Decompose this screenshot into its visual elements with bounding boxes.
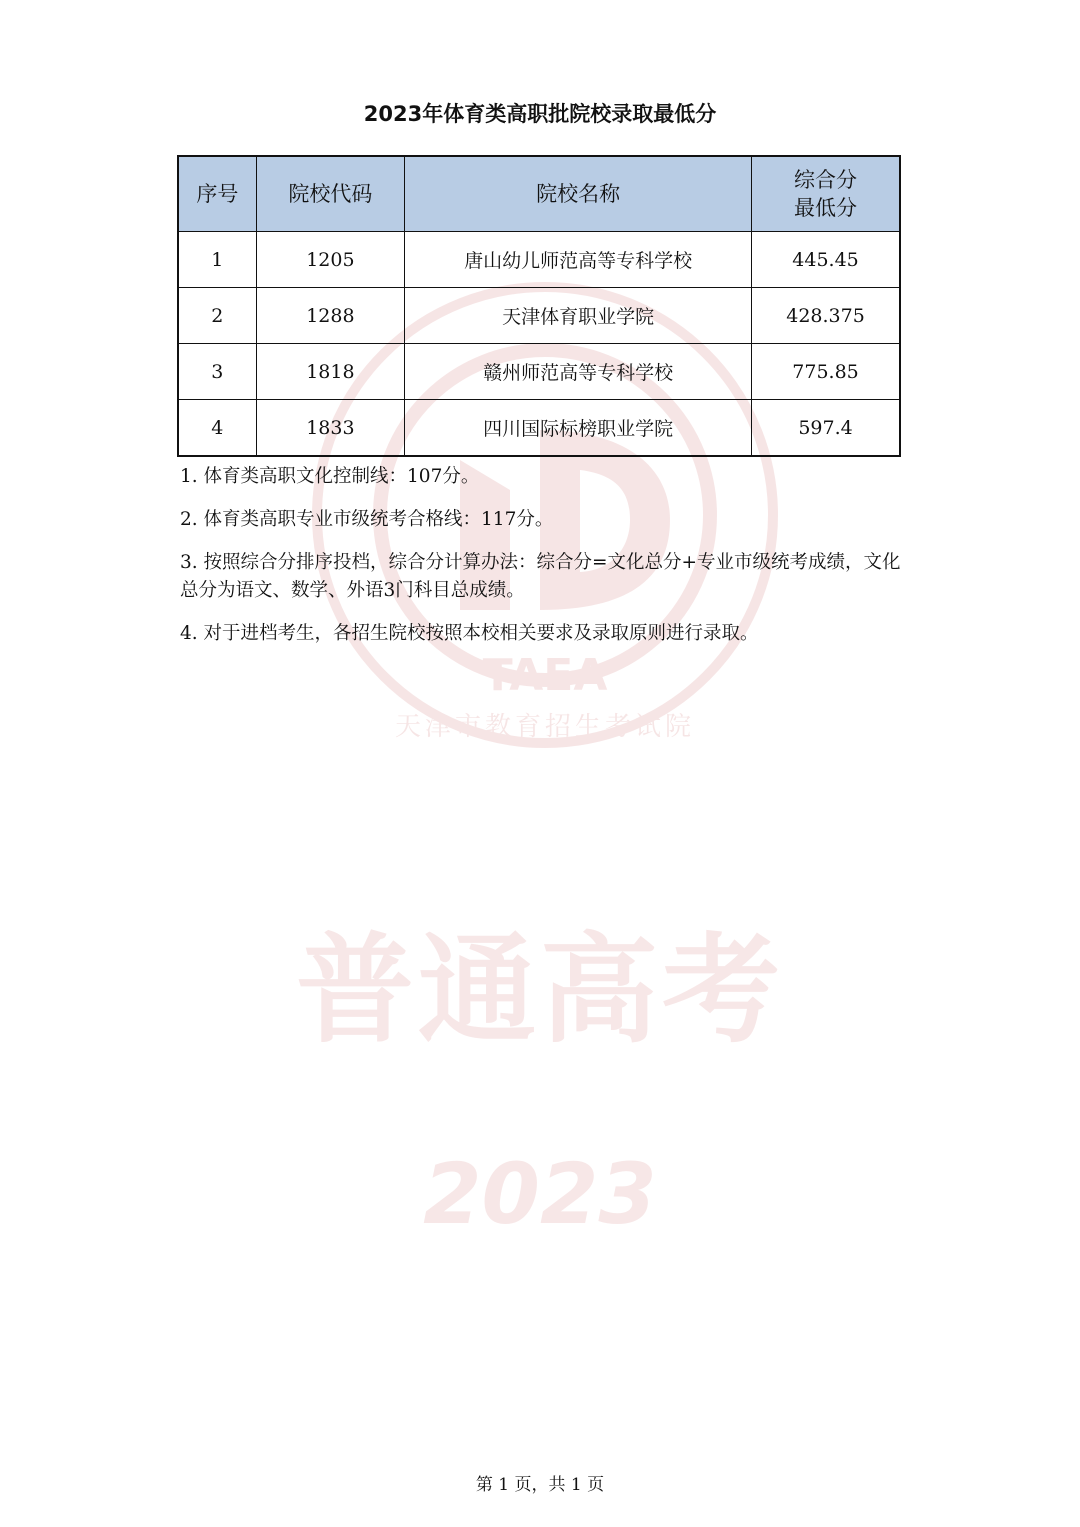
table-row xyxy=(178,288,900,344)
page-title: 2023年体育类高职批院校录取最低分 xyxy=(363,102,717,126)
cell-seq: 1 xyxy=(178,232,256,288)
cell-score: 775.85 xyxy=(752,344,900,400)
header-score-line2: 最低分 xyxy=(794,196,858,220)
watermark-big-text: 普通高考 xyxy=(295,921,784,1059)
table-row xyxy=(178,344,900,400)
cell-code: 1833 xyxy=(256,400,404,457)
watermark-year: 2023 xyxy=(423,1145,657,1243)
cell-score: 445.45 xyxy=(752,232,900,288)
cell-code: 1818 xyxy=(256,344,404,400)
note-item: 4. 对于进档考生，各招生院校按照本校相关要求及录取原则进行录取。 xyxy=(180,623,759,644)
cell-seq: 3 xyxy=(178,344,256,400)
cell-code: 1205 xyxy=(256,232,404,288)
header-code: 院校代码 xyxy=(256,156,404,232)
cell-name: 唐山幼儿师范高等专科学校 xyxy=(405,232,752,288)
cell-seq: 4 xyxy=(178,400,256,457)
page-footer: 第 1 页，共 1 页 xyxy=(475,1475,605,1495)
header-score-line1: 综合分 xyxy=(794,168,858,192)
table-row xyxy=(178,232,900,288)
table-row xyxy=(178,400,900,457)
cell-score: 597.4 xyxy=(752,400,900,457)
header-name: 院校名称 xyxy=(405,156,752,232)
cell-name: 赣州师范高等专科学校 xyxy=(405,344,752,400)
cell-code: 1288 xyxy=(256,288,404,344)
cell-name: 四川国际标榜职业学院 xyxy=(405,400,752,457)
admission-score-table xyxy=(177,155,901,457)
table-header-row xyxy=(178,156,900,232)
note-item: 1. 体育类高职文化控制线：107分。 xyxy=(180,466,480,487)
note-item: 3. 按照综合分排序投档，综合分计算办法：综合分=文化总分+专业市级统考成绩，文化总分为语文、数学、外语3门科目总成绩。 xyxy=(180,552,901,601)
cell-score: 428.375 xyxy=(752,288,900,344)
header-score xyxy=(752,156,900,232)
note-item: 2. 体育类高职专业市级统考合格线：117分。 xyxy=(180,509,554,530)
notes-section xyxy=(180,463,904,663)
header-seq: 序号 xyxy=(178,156,256,232)
seal-abbr-text: TAEA xyxy=(482,650,608,701)
seal-name-text: 天津市教育招生考试院 xyxy=(394,712,696,742)
cell-seq: 2 xyxy=(178,288,256,344)
cell-name: 天津体育职业学院 xyxy=(405,288,752,344)
